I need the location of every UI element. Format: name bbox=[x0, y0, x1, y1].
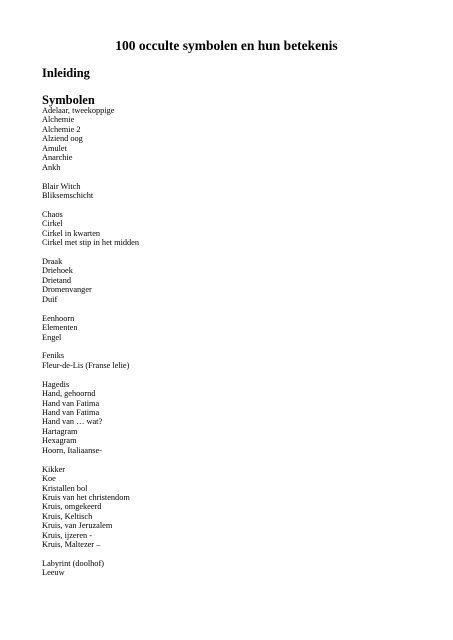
symbol-list-item: Blair Witch bbox=[42, 181, 81, 191]
symbol-list-item: Fleur-de-Lis (Franse lelie) bbox=[42, 360, 130, 370]
symbol-list-item: Kruis van het christendom bbox=[42, 492, 130, 502]
symbol-list-item: Ankh bbox=[42, 162, 61, 172]
symbol-list bbox=[42, 106, 139, 587]
symbols-heading: Symbolen bbox=[42, 93, 95, 107]
symbol-list-item: Kruis, Maltezer – bbox=[42, 540, 101, 550]
symbol-list-item: Hoorn, Italiaanse- bbox=[42, 445, 102, 455]
symbol-list-item: Draak bbox=[42, 257, 63, 266]
symbol-group bbox=[42, 314, 139, 342]
symbol-group bbox=[42, 465, 139, 550]
symbol-list-item: Kruis, omgekeerd bbox=[42, 502, 102, 512]
symbol-list-item: Cirkel met stip in het midden bbox=[42, 238, 140, 248]
symbol-list-item: Anarchie bbox=[42, 153, 73, 163]
symbol-list-item: Leeuw bbox=[42, 568, 65, 578]
symbol-list-item: Drietand bbox=[42, 275, 72, 285]
symbol-list-item: Amulet bbox=[42, 143, 67, 153]
symbol-list-item: Hand van Fatima bbox=[42, 398, 100, 408]
symbol-list-item: Adelaar, tweekoppige bbox=[42, 106, 115, 115]
symbol-list-item: Dromenvanger bbox=[42, 285, 92, 295]
page-title: 100 occulte symbolen en hun betekenis bbox=[115, 38, 338, 53]
symbol-group bbox=[42, 257, 139, 304]
symbol-list-item: Cirkel bbox=[42, 219, 63, 229]
symbol-list-item: Driehoek bbox=[42, 266, 73, 276]
symbol-list-item: Alziend oog bbox=[42, 134, 83, 144]
symbol-list-item: Alchemie 2 bbox=[42, 124, 81, 134]
symbol-list-item: Kruis, Keltisch bbox=[42, 511, 93, 521]
symbol-list-item: Hartagram bbox=[42, 426, 78, 436]
symbol-group bbox=[42, 380, 139, 456]
symbol-group bbox=[42, 210, 139, 248]
symbol-group bbox=[42, 351, 139, 370]
symbol-list-item: Alchemie bbox=[42, 115, 75, 125]
symbol-list-item: Feniks bbox=[42, 351, 65, 361]
symbol-list-item: Chaos bbox=[42, 209, 63, 219]
symbol-list-item: Kikker bbox=[42, 464, 66, 474]
symbol-list-item: Bliksemschicht bbox=[42, 190, 94, 200]
symbol-list-item: Duif bbox=[42, 294, 58, 304]
symbol-list-item: Kristallen bol bbox=[42, 483, 88, 493]
symbol-list-item: Labyrint (doolhof) bbox=[42, 559, 104, 568]
symbol-list-item: Eenhoorn bbox=[42, 313, 75, 323]
symbol-list-item: Cirkel in kwarten bbox=[42, 228, 101, 238]
intro-heading: Inleiding bbox=[42, 66, 90, 80]
symbol-list-item: Engel bbox=[42, 332, 62, 342]
symbol-list-item: Hand van Fatima bbox=[42, 408, 100, 417]
symbol-list-item: Kruis, ijzeren - bbox=[42, 530, 92, 540]
symbol-list-item: Hexagram bbox=[42, 436, 77, 446]
symbol-list-item: Kruis, van Jeruzalem bbox=[42, 521, 113, 531]
symbol-list-item: Hagedis bbox=[42, 379, 70, 389]
symbol-list-item: Hand, gehoornd bbox=[42, 389, 96, 399]
symbol-group bbox=[42, 559, 139, 578]
symbol-list-item: Hand van … wat? bbox=[42, 417, 103, 427]
symbol-list-item: Koe bbox=[42, 474, 56, 484]
symbol-group bbox=[42, 182, 139, 201]
symbol-group bbox=[42, 106, 139, 172]
symbol-list-item: Elementen bbox=[42, 323, 78, 333]
